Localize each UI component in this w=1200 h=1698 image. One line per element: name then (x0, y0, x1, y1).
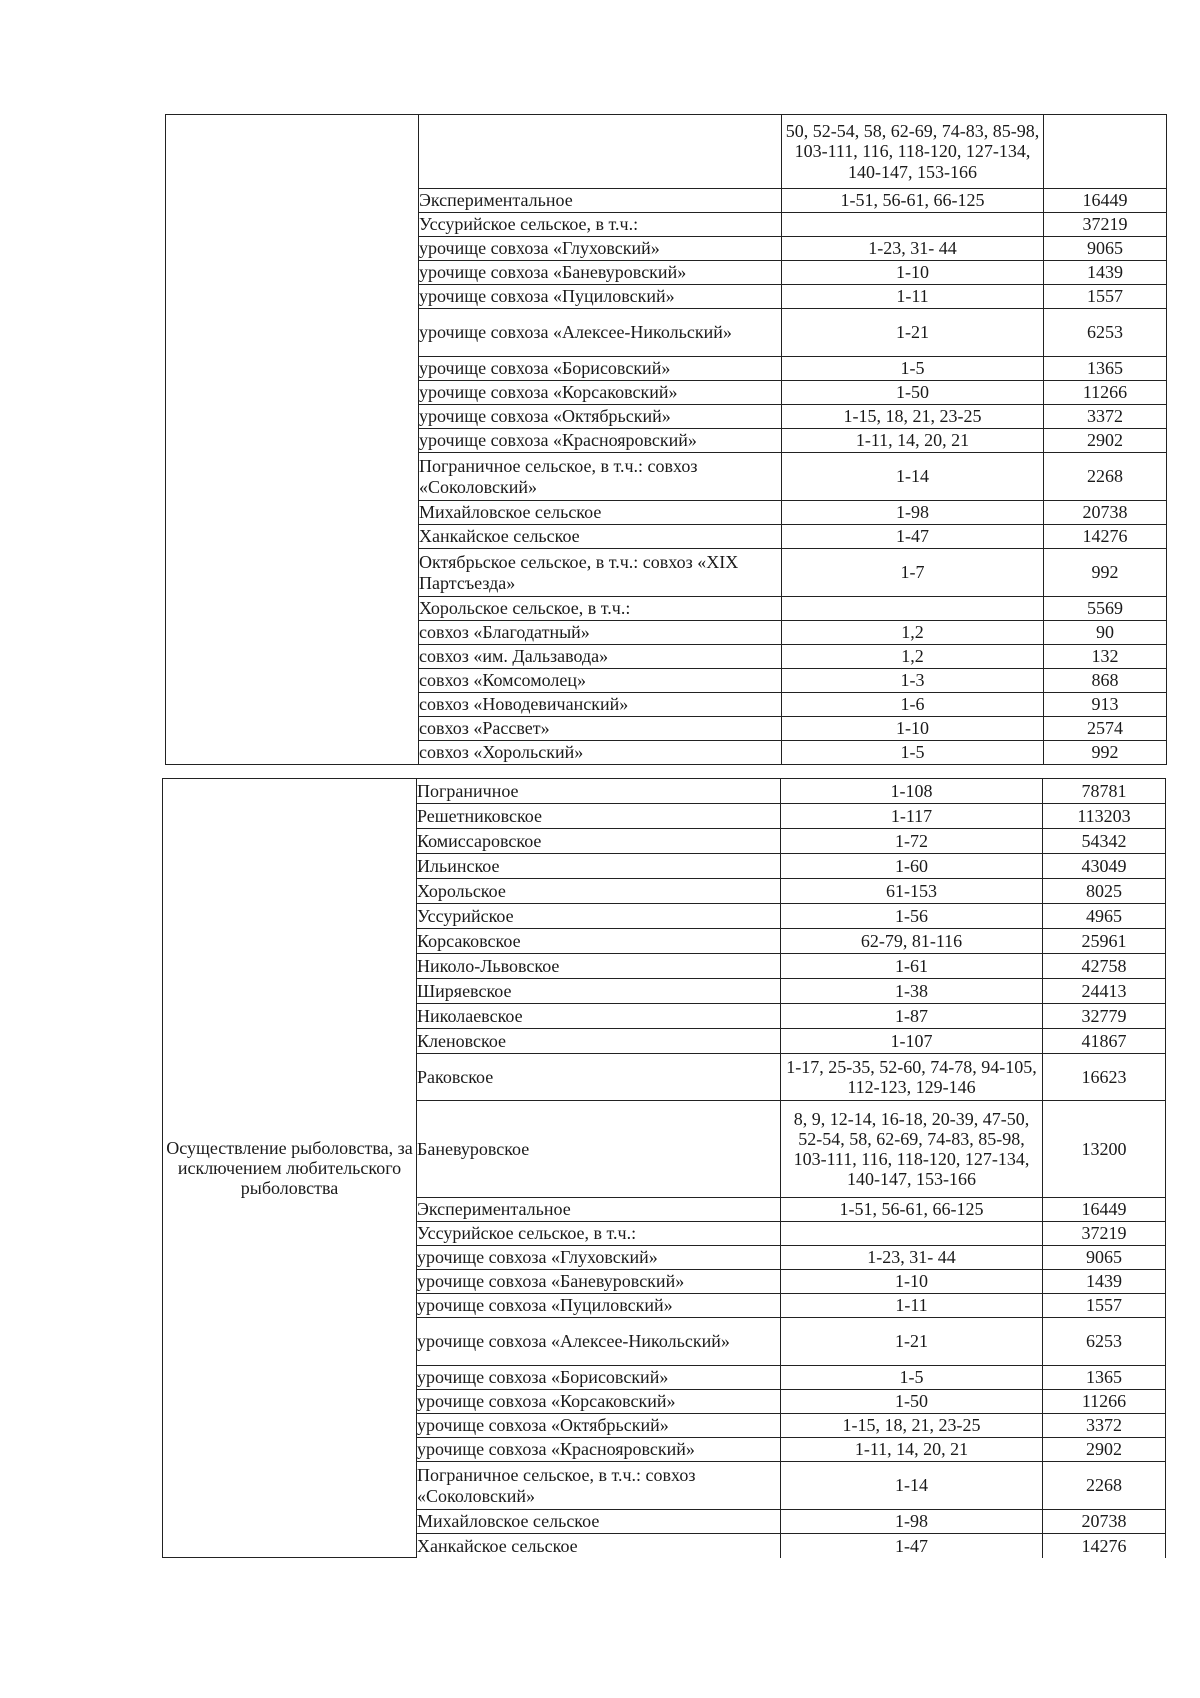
area-cell: 2902 (1044, 429, 1167, 453)
quarters-cell: 1-98 (781, 1510, 1043, 1534)
quarters-cell: 1-56 (781, 904, 1043, 929)
area-cell: 14276 (1043, 1534, 1166, 1558)
quarters-cell: 1-60 (781, 854, 1043, 879)
quarters-cell: 1-61 (781, 954, 1043, 979)
forestry-name-cell: Комиссаровское (417, 829, 781, 854)
area-cell: 14276 (1044, 525, 1167, 549)
area-cell: 11266 (1044, 381, 1167, 405)
area-cell: 78781 (1043, 779, 1166, 804)
forestry-name-cell: урочище совхоза «Краснояровский» (417, 1438, 781, 1462)
forestry-name-cell: Экспериментальное (419, 189, 782, 213)
quarters-cell: 1-6 (782, 693, 1044, 717)
area-cell: 37219 (1044, 213, 1167, 237)
forestry-name-cell: Пограничное сельское, в т.ч.: совхоз «Соколовский» (417, 1462, 781, 1510)
forestry-name-cell: совхоз «Новодевичанский» (419, 693, 782, 717)
area-cell: 3372 (1043, 1414, 1166, 1438)
area-cell: 992 (1044, 741, 1167, 765)
quarters-cell: 1-10 (781, 1270, 1043, 1294)
quarters-cell: 1-98 (782, 501, 1044, 525)
forestry-name-cell: урочище совхоза «Глуховский» (419, 237, 782, 261)
quarters-cell: 1-11, 14, 20, 21 (781, 1438, 1043, 1462)
forestry-name-cell: Баневуровское (417, 1101, 781, 1198)
activity-cell: Осуществление рыболовства, за исключением любительского рыболовства (163, 779, 417, 1558)
forestry-name-cell: урочище совхоза «Октябрьский» (417, 1414, 781, 1438)
area-cell: 1557 (1044, 285, 1167, 309)
forestry-name-cell: совхоз «им. Дальзавода» (419, 645, 782, 669)
quarters-cell: 1-10 (782, 261, 1044, 285)
forestry-name-cell: урочище совхоза «Пуциловский» (419, 285, 782, 309)
area-cell: 1365 (1043, 1366, 1166, 1390)
quarters-cell: 1-15, 18, 21, 23-25 (781, 1414, 1043, 1438)
forestry-name-cell: урочище совхоза «Глуховский» (417, 1246, 781, 1270)
area-cell: 1439 (1043, 1270, 1166, 1294)
forestry-name-cell: Корсаковское (417, 929, 781, 954)
forestry-name-cell: совхоз «Хорольский» (419, 741, 782, 765)
forestry-name-cell: Раковское (417, 1054, 781, 1101)
area-cell: 5569 (1044, 597, 1167, 621)
quarters-cell: 1,2 (782, 621, 1044, 645)
quarters-cell (781, 1222, 1043, 1246)
area-cell: 913 (1044, 693, 1167, 717)
forestry-name-cell: Николо-Львовское (417, 954, 781, 979)
quarters-cell: 1-5 (782, 357, 1044, 381)
quarters-cell: 61-153 (781, 879, 1043, 904)
area-cell: 54342 (1043, 829, 1166, 854)
area-cell: 24413 (1043, 979, 1166, 1004)
quarters-cell: 1-11, 14, 20, 21 (782, 429, 1044, 453)
forestry-name-cell: урочище совхоза «Борисовский» (419, 357, 782, 381)
area-cell: 2902 (1043, 1438, 1166, 1462)
area-cell: 11266 (1043, 1390, 1166, 1414)
area-cell: 992 (1044, 549, 1167, 597)
quarters-cell: 1-50 (781, 1390, 1043, 1414)
quarters-cell: 1-17, 25-35, 52-60, 74-78, 94-105, 112-123, 129-146 (781, 1054, 1043, 1101)
area-cell: 90 (1044, 621, 1167, 645)
forestry-name-cell: Кленовское (417, 1029, 781, 1054)
area-cell: 1557 (1043, 1294, 1166, 1318)
quarters-cell: 1-47 (782, 525, 1044, 549)
quarters-cell: 1-87 (781, 1004, 1043, 1029)
area-cell: 42758 (1043, 954, 1166, 979)
forestry-name-cell: урочище совхоза «Алексее-Никольский» (419, 309, 782, 357)
area-cell: 1365 (1044, 357, 1167, 381)
area-cell: 16449 (1044, 189, 1167, 213)
area-cell: 6253 (1043, 1318, 1166, 1366)
forestry-name-cell (419, 115, 782, 189)
area-cell: 37219 (1043, 1222, 1166, 1246)
quarters-cell: 1-15, 18, 21, 23-25 (782, 405, 1044, 429)
forestry-name-cell: урочище совхоза «Октябрьский» (419, 405, 782, 429)
quarters-cell (782, 597, 1044, 621)
forestry-name-cell: Уссурийское сельское, в т.ч.: (419, 213, 782, 237)
area-cell: 9065 (1043, 1246, 1166, 1270)
quarters-cell: 62-79, 81-116 (781, 929, 1043, 954)
quarters-cell: 1-10 (782, 717, 1044, 741)
table-row (163, 779, 1166, 804)
quarters-cell: 1-14 (781, 1462, 1043, 1510)
table-top-body (166, 115, 1167, 765)
forestry-name-cell: Николаевское (417, 1004, 781, 1029)
area-cell: 3372 (1044, 405, 1167, 429)
forestry-name-cell: Ильинское (417, 854, 781, 879)
forestry-name-cell: урочище совхоза «Баневуровский» (417, 1270, 781, 1294)
forestry-name-cell: урочище совхоза «Борисовский» (417, 1366, 781, 1390)
quarters-cell: 1-47 (781, 1534, 1043, 1558)
quarters-cell: 1-21 (782, 309, 1044, 357)
table-row (166, 115, 1167, 189)
forestry-name-cell: совхоз «Благодатный» (419, 621, 782, 645)
forestry-name-cell: Уссурийское сельское, в т.ч.: (417, 1222, 781, 1246)
forestry-name-cell: урочище совхоза «Краснояровский» (419, 429, 782, 453)
quarters-cell: 1-108 (781, 779, 1043, 804)
forestry-table-bottom (162, 778, 1166, 1558)
area-cell: 2268 (1044, 453, 1167, 501)
forestry-name-cell: Уссурийское (417, 904, 781, 929)
quarters-cell: 1-107 (781, 1029, 1043, 1054)
quarters-cell: 1-3 (782, 669, 1044, 693)
area-cell: 113203 (1043, 804, 1166, 829)
area-cell: 8025 (1043, 879, 1166, 904)
quarters-cell: 50, 52-54, 58, 62-69, 74-83, 85-98, 103-111, 116, 118-120, 127-134, 140-147, 153-166 (782, 115, 1044, 189)
quarters-cell: 1-23, 31- 44 (782, 237, 1044, 261)
forestry-name-cell: Ханкайское сельское (417, 1534, 781, 1558)
area-cell: 1439 (1044, 261, 1167, 285)
forestry-name-cell: Михайловское сельское (419, 501, 782, 525)
quarters-cell: 1-5 (782, 741, 1044, 765)
quarters-cell: 1-5 (781, 1366, 1043, 1390)
forestry-name-cell: совхоз «Комсомолец» (419, 669, 782, 693)
forestry-name-cell: Экспериментальное (417, 1198, 781, 1222)
forestry-name-cell: Михайловское сельское (417, 1510, 781, 1534)
forestry-name-cell: урочище совхоза «Алексее-Никольский» (417, 1318, 781, 1366)
quarters-cell: 1-23, 31- 44 (781, 1246, 1043, 1270)
area-cell (1044, 115, 1167, 189)
area-cell: 13200 (1043, 1101, 1166, 1198)
area-cell: 32779 (1043, 1004, 1166, 1029)
area-cell: 41867 (1043, 1029, 1166, 1054)
area-cell: 9065 (1044, 237, 1167, 261)
area-cell: 20738 (1044, 501, 1167, 525)
area-cell: 16623 (1043, 1054, 1166, 1101)
quarters-cell: 8, 9, 12-14, 16-18, 20-39, 47-50, 52-54, 58, 62-69, 74-83, 85-98, 103-111, 116, 118-120, 127-134, 140-147, 153-166 (781, 1101, 1043, 1198)
quarters-cell (782, 213, 1044, 237)
forestry-name-cell: Пограничное сельское, в т.ч.: совхоз «Соколовский» (419, 453, 782, 501)
quarters-cell: 1-50 (782, 381, 1044, 405)
area-cell: 132 (1044, 645, 1167, 669)
quarters-cell: 1-11 (782, 285, 1044, 309)
forestry-name-cell: Пограничное (417, 779, 781, 804)
area-cell: 20738 (1043, 1510, 1166, 1534)
area-cell: 4965 (1043, 904, 1166, 929)
quarters-cell: 1-51, 56-61, 66-125 (782, 189, 1044, 213)
forestry-name-cell: урочище совхоза «Корсаковский» (419, 381, 782, 405)
forestry-name-cell: Хорольское сельское, в т.ч.: (419, 597, 782, 621)
forestry-name-cell: урочище совхоза «Корсаковский» (417, 1390, 781, 1414)
forestry-table-top (165, 114, 1167, 765)
quarters-cell: 1-14 (782, 453, 1044, 501)
forestry-name-cell: Ширяевское (417, 979, 781, 1004)
area-cell: 868 (1044, 669, 1167, 693)
area-cell: 43049 (1043, 854, 1166, 879)
area-cell: 2574 (1044, 717, 1167, 741)
quarters-cell: 1-72 (781, 829, 1043, 854)
forestry-name-cell: Решетниковское (417, 804, 781, 829)
quarters-cell: 1-7 (782, 549, 1044, 597)
table-bottom-body (163, 779, 1166, 1558)
forestry-name-cell: Ханкайское сельское (419, 525, 782, 549)
area-cell: 2268 (1043, 1462, 1166, 1510)
quarters-cell: 1,2 (782, 645, 1044, 669)
area-cell: 25961 (1043, 929, 1166, 954)
area-cell: 16449 (1043, 1198, 1166, 1222)
activity-cell (166, 115, 419, 765)
quarters-cell: 1-21 (781, 1318, 1043, 1366)
forestry-name-cell: Октябрьское сельское, в т.ч.: совхоз «XIX Партсъезда» (419, 549, 782, 597)
quarters-cell: 1-51, 56-61, 66-125 (781, 1198, 1043, 1222)
quarters-cell: 1-117 (781, 804, 1043, 829)
quarters-cell: 1-38 (781, 979, 1043, 1004)
forestry-name-cell: урочище совхоза «Баневуровский» (419, 261, 782, 285)
quarters-cell: 1-11 (781, 1294, 1043, 1318)
forestry-name-cell: Хорольское (417, 879, 781, 904)
forestry-name-cell: урочище совхоза «Пуциловский» (417, 1294, 781, 1318)
area-cell: 6253 (1044, 309, 1167, 357)
forestry-name-cell: совхоз «Рассвет» (419, 717, 782, 741)
